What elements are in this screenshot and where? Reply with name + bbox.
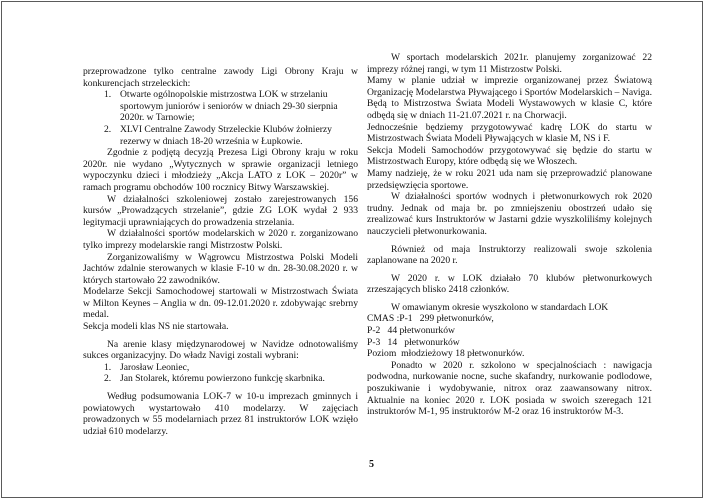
- list-item: [83, 89, 358, 124]
- paragraph: przeprowadzone tylko centralne zawody Ligi Obrony Kraju w konkurencjach strzeleckich:: [83, 66, 358, 89]
- stat-line: P-3 14 płetwonurków: [367, 336, 460, 348]
- list-item-text: XLVI Centralne Zawody Strzeleckie Klubów żołnierzy rezerwy w dniach 18-20 września w Łupkowie.: [120, 123, 332, 147]
- paragraph: Sekcja modeli klas NS nie startowała.: [83, 321, 229, 333]
- paragraph: W działalności sportów modelarskich w 2020 r. zorganizowano tylko imprezy modelarskie rangi Mistrzostw Polski.: [83, 228, 358, 251]
- paragraph: Zgodnie z podjętą decyzją Prezesa Ligi Obrony kraju w roku 2020r. nie wydano „Wytycznych w sprawie organizacji letniego wypoczynku dzieci i młodzieży „Akcja LATO z LOK – 2020r” w ramach programu obchodów 100 rocznicy Bitwy Warszawskiej.: [83, 147, 358, 193]
- shooting-events-list: [83, 89, 358, 147]
- paragraph: Ponadto w 2020 r. szkolono w specjalnościach : nawigacja podwodna, nurkowanie nocne, suche skafandry, nurkowanie podlodowe, poszukiwanie i wydobywanie, nitrox oraz zaawansowany nitrox. Aktualnie na koniec 2020 r. LOK posiada w swoich szeregach 121 instruktorów M-1, 95 instruktorów M-2 oraz 16 instruktorów M-3.: [367, 359, 652, 418]
- paragraph: Zorganizowaliśmy w Wągrowcu Mistrzostwa Polski Modeli Jachtów zdalnie sterowanych w klasie F-10 w dn. 28-30.08.2020 r. w których startowało 22 zawodników.: [83, 251, 358, 286]
- paragraph: Sekcja Modeli Samochodów przygotowywać się będzie do startu w Mistrzostwach Europy, które odbędą się we Włoszech.: [367, 144, 652, 168]
- paragraph: W działalności szkoleniowej zostało zarejestrowanych 156 kursów „Prowadzących strzelanie”, gdzie ZG LOK wydał 2 933 legitymacji uprawniających do prowadzenia strzelania.: [83, 193, 358, 228]
- stat-line: CMAS :P-1 299 płetwonurków,: [367, 313, 494, 325]
- stat-line: Poziom młodzieżowy 18 płetwonurków.: [367, 348, 525, 360]
- paragraph: Modelarze Sekcji Samochodowej startowali w Mistrzostwach Świata w Milton Keynes – Anglia w dn. 09-12.01.2020 r. zdobywając srebrny medal.: [83, 286, 358, 321]
- paragraph: Jednocześnie będziemy przygotowywać kadrę LOK do startu w Mistrzostwach Świata Modeli Pływających w klasie M, NS i F.: [367, 121, 652, 145]
- list-item: [83, 124, 358, 147]
- list-number: 2.: [104, 123, 112, 135]
- list-number: 1.: [104, 89, 112, 101]
- left-column: [83, 66, 358, 437]
- paragraph: W 2020 r. w LOK działało 70 klubów płetwonurkowych zrzeszających blisko 2418 członków.: [367, 272, 652, 296]
- list-item-text: Jan Stolarek, któremu powierzono funkcję skarbnika.: [120, 373, 325, 385]
- list-number: 2.: [104, 373, 112, 385]
- stat-line: P-2 44 płetwonurków: [367, 325, 455, 337]
- paragraph: Na arenie klasy międzynarodowej w Navidze odnotowaliśmy sukces organizacyjny. Do władz Navigi zostali wybrani:: [83, 338, 358, 362]
- list-item: [83, 373, 358, 385]
- paragraph: Według podsumowania LOK-7 w 10-u imprezach gminnych i powiatowych wystartowało 410 modelarzy. W zajęciach prowadzonych w 55 modelarniach przez 81 instruktorów LOK wzięło udział 610 modelarzy.: [83, 391, 358, 437]
- list-item-text: Jarosław Leoniec,: [120, 361, 190, 373]
- paragraph: W działalności sportów wodnych i płetwonurkowych rok 2020 trudny. Jednak od maja br. po zmniejszeniu obostrzeń udało się zrealizować kurs Instruktorów w Jastarni gdzie wyszkoliliśmy kolejnych nauczycieli płetwonurkowania.: [367, 191, 652, 237]
- page-number: 5: [369, 459, 374, 470]
- right-column: [367, 52, 652, 418]
- list-item: [83, 362, 358, 374]
- naviga-officials-list: [83, 362, 358, 385]
- list-number: 1.: [104, 361, 112, 373]
- paragraph: Również od maja Instruktorzy realizowali swoje szkolenia zaplanowane na 2020 r.: [367, 243, 652, 267]
- list-item-text: Otwarte ogólnopolskie mistrzostwa LOK w strzelaniu sportowym juniorów i seniorów w dniach 29-30 sierpnia 2020r. w Tarnowie;: [120, 89, 338, 124]
- paragraph: W sportach modelarskich 2021r. planujemy zorganizować 22 imprezy różnej rangi, w tym 11 Mistrzostw Polski.: [367, 52, 652, 75]
- paragraph: Mamy nadzieję, że w roku 2021 uda nam się przeprowadzić planowane przedsięwzięcia sportowe.: [367, 167, 652, 191]
- paragraph: W omawianym okresie wyszkolono w standardach LOK: [391, 301, 609, 313]
- paragraph: Mamy w planie udział w imprezie organizowanej przez Światową Organizację Modelarstwa Pływającego i Sportów Modelarskich – Naviga. Będą to Mistrzostwa Świata Modeli Wystawowych w klasie C, które odbędą się w dniach 11-21.07.2021 r. na Chorwacji.: [367, 75, 652, 121]
